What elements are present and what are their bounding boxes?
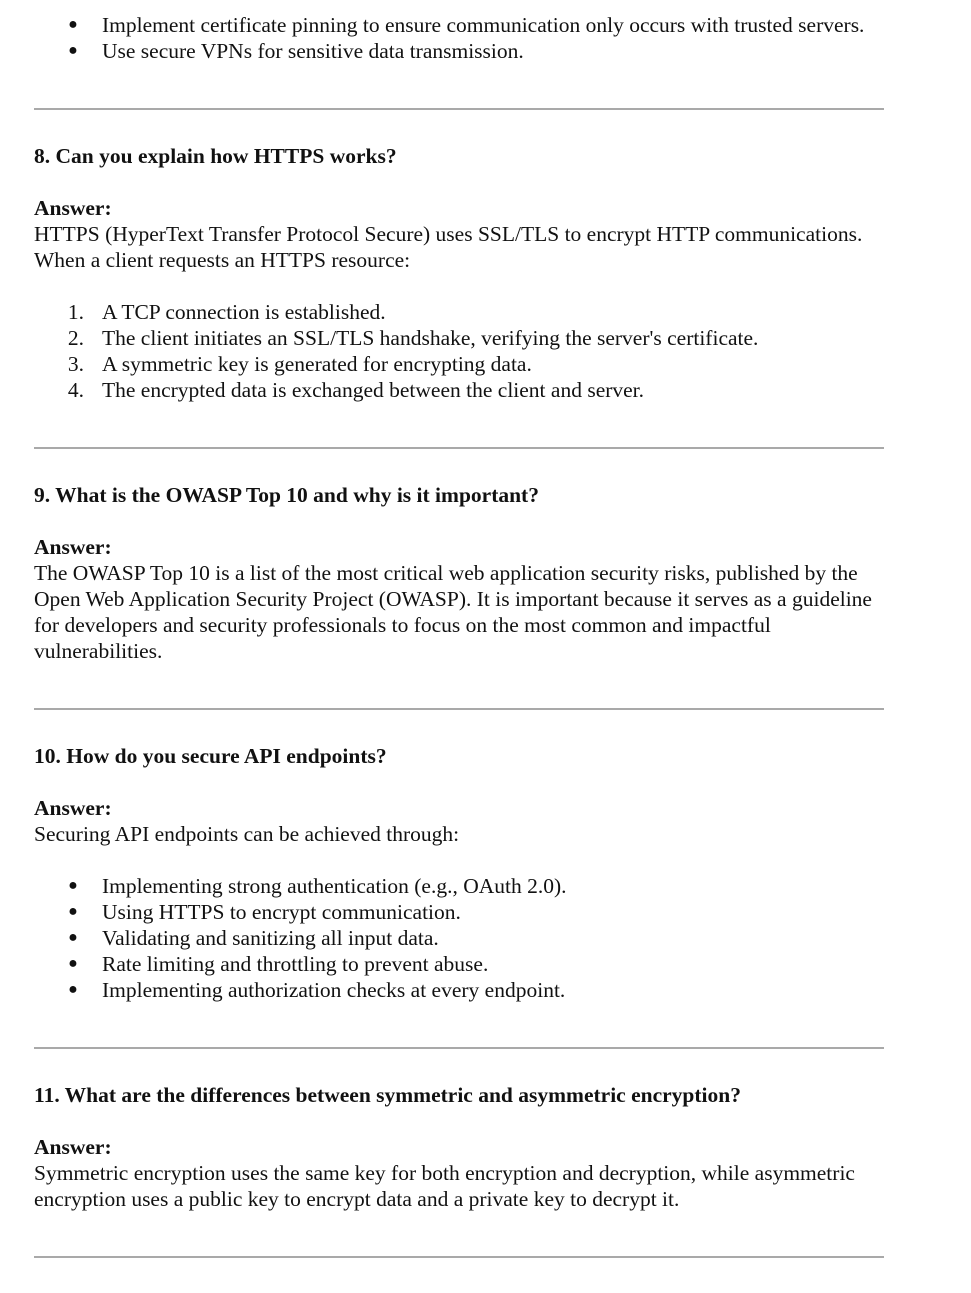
api-security-list: [34, 873, 884, 1003]
list-number: 4.: [67, 378, 84, 402]
bullet-icon: ●: [68, 16, 78, 33]
bullet-icon: ●: [68, 929, 78, 946]
answer-label: Answer:: [34, 1135, 112, 1159]
section-divider: [34, 1047, 884, 1049]
section-divider: [34, 447, 884, 449]
answer-text-11: Symmetric encryption uses the same key for both encryption and decryption, while asymmetric encryption uses a public key to encrypt data and a private key to decrypt it.: [34, 1161, 855, 1211]
answer-text-8: HTTPS (HyperText Transfer Protocol Secure) uses SSL/TLS to encrypt HTTP communications. When a client requests an HTTPS resource:: [34, 222, 863, 272]
list-item: [34, 38, 884, 64]
list-number: 3.: [67, 352, 84, 376]
question-heading-11: 11. What are the differences between symmetric and asymmetric encryption?: [34, 1083, 741, 1107]
intro-bullet-list: [34, 12, 884, 64]
list-item-text: Use secure VPNs for sensitive data transmission.: [102, 39, 524, 63]
section-divider: [34, 108, 884, 110]
list-item: [34, 12, 884, 38]
section-divider: [34, 708, 884, 710]
list-item-text: Implement certificate pinning to ensure communication only occurs with trusted servers.: [102, 13, 865, 37]
list-item-text: The client initiates an SSL/TLS handshake, verifying the server's certificate.: [102, 326, 759, 350]
list-item-text: The encrypted data is exchanged between the client and server.: [102, 378, 645, 402]
list-item: [34, 951, 884, 977]
list-item: [34, 873, 884, 899]
list-item-text: A TCP connection is established.: [102, 300, 386, 324]
bullet-icon: ●: [68, 903, 78, 920]
answer-text-9: The OWASP Top 10 is a list of the most critical web application security risks, published by the Open Web Application Security Project (OWASP). It is important because it serves as a guideline for developers and security professionals to focus on the most common and impactful vulnerabilities.: [34, 561, 872, 663]
question-heading-10: 10. How do you secure API endpoints?: [34, 744, 387, 768]
list-item-text: Implementing strong authentication (e.g., OAuth 2.0).: [102, 874, 567, 898]
answer-label: Answer:: [34, 796, 112, 820]
list-item: [34, 925, 884, 951]
answer-label: Answer:: [34, 196, 112, 220]
list-item: [34, 351, 884, 377]
https-steps-list: [34, 299, 884, 403]
bullet-icon: ●: [68, 955, 78, 972]
answer-text-10: Securing API endpoints can be achieved through:: [34, 822, 460, 846]
list-number: 2.: [67, 326, 84, 350]
document-page: [34, 12, 884, 1258]
list-item-text: Validating and sanitizing all input data.: [102, 926, 439, 950]
answer-label: Answer:: [34, 535, 112, 559]
list-number: 1.: [67, 300, 84, 324]
list-item-text: Using HTTPS to encrypt communication.: [102, 900, 461, 924]
list-item-text: A symmetric key is generated for encrypting data.: [102, 352, 532, 376]
list-item: [34, 377, 884, 403]
list-item: [34, 325, 884, 351]
question-heading-8: 8. Can you explain how HTTPS works?: [34, 144, 397, 168]
list-item: [34, 899, 884, 925]
list-item: [34, 977, 884, 1003]
bullet-icon: ●: [68, 42, 78, 59]
bullet-icon: ●: [68, 981, 78, 998]
question-heading-9: 9. What is the OWASP Top 10 and why is it important?: [34, 483, 539, 507]
list-item-text: Implementing authorization checks at every endpoint.: [102, 978, 566, 1002]
bullet-icon: ●: [68, 877, 78, 894]
section-divider: [34, 1256, 884, 1258]
list-item-text: Rate limiting and throttling to prevent abuse.: [102, 952, 489, 976]
list-item: [34, 299, 884, 325]
